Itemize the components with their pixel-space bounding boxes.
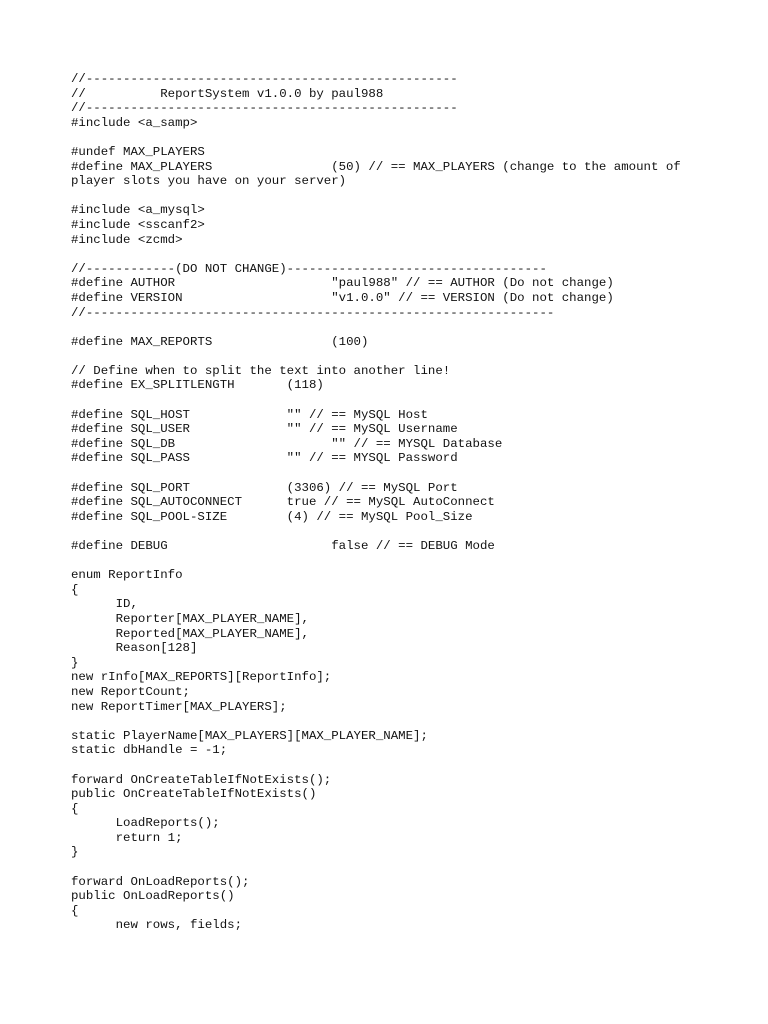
- code-line: static dbHandle = -1;: [71, 743, 228, 758]
- code-line: {: [71, 903, 79, 918]
- code-line: new rows, fields;: [71, 918, 243, 933]
- code-line: [71, 247, 711, 262]
- code-line: [71, 524, 711, 539]
- code-line: {: [71, 582, 79, 597]
- code-line: [71, 758, 711, 773]
- code-line: #define SQL_USER "" // == MySQL Username: [71, 422, 458, 437]
- code-line: #define SQL_DB "" // == MYSQL Database: [71, 436, 503, 451]
- code-line: //------------(DO NOT CHANGE)-----------------------------------: [71, 261, 547, 276]
- code-line: #define MAX_PLAYERS (50) // == MAX_PLAYERS (change to the amount of player slots you have on your server): [71, 159, 689, 189]
- code-line: //--------------------------------------------------: [71, 72, 458, 86]
- code-line: #define SQL_PASS "" // == MYSQL Password: [71, 451, 458, 466]
- code-line: #include <sscanf2>: [71, 217, 205, 232]
- code-line: #define VERSION "v1.0.0" // == VERSION (Do not change): [71, 290, 614, 305]
- code-line: [71, 130, 711, 145]
- code-line: }: [71, 845, 79, 860]
- document-page: [71, 72, 711, 933]
- code-line: public OnLoadReports(): [71, 889, 235, 904]
- code-line: #define EX_SPLITLENGTH (118): [71, 378, 324, 393]
- code-line: #include <a_samp>: [71, 115, 198, 130]
- code-line: new ReportCount;: [71, 684, 190, 699]
- code-line: static PlayerName[MAX_PLAYERS][MAX_PLAYER_NAME];: [71, 728, 428, 743]
- code-line: forward OnLoadReports();: [71, 874, 250, 889]
- code-line: #define DEBUG false // == DEBUG Mode: [71, 539, 495, 553]
- code-line: Reason[128]: [71, 641, 198, 656]
- code-line: #include <a_mysql>: [71, 203, 205, 218]
- code-line: #define SQL_HOST "" // == MySQL Host: [71, 407, 428, 422]
- code-line: {: [71, 801, 79, 816]
- code-line: LoadReports();: [71, 816, 220, 831]
- code-line: #define AUTHOR "paul988" // == AUTHOR (Do not change): [71, 276, 614, 291]
- code-line: }: [71, 655, 79, 670]
- code-line: #include <zcmd>: [71, 232, 183, 247]
- code-line: // Define when to split the text into another line!: [71, 363, 451, 378]
- code-line: [71, 554, 711, 569]
- code-line: return 1;: [71, 830, 183, 845]
- code-line: [71, 466, 711, 481]
- code-line: enum ReportInfo: [71, 568, 183, 583]
- code-line: forward OnCreateTableIfNotExists();: [71, 772, 332, 787]
- code-line: [71, 714, 711, 729]
- code-line: public OnCreateTableIfNotExists(): [71, 787, 317, 802]
- code-line: new rInfo[MAX_REPORTS][ReportInfo];: [71, 670, 332, 685]
- code-line: #define SQL_POOL-SIZE (4) // == MySQL Pool_Size: [71, 509, 473, 524]
- code-line: [71, 349, 711, 364]
- code-line: new ReportTimer[MAX_PLAYERS];: [71, 699, 287, 714]
- code-line: [71, 189, 711, 204]
- code-line: // ReportSystem v1.0.0 by paul988: [71, 86, 384, 101]
- code-line: ID,: [71, 597, 138, 612]
- code-line: [71, 320, 711, 335]
- code-line: [71, 860, 711, 875]
- code-line: Reported[MAX_PLAYER_NAME],: [71, 626, 309, 641]
- code-line: #define SQL_AUTOCONNECT true // == MySQL AutoConnect: [71, 495, 495, 510]
- code-line: #undef MAX_PLAYERS: [71, 144, 205, 159]
- code-line: [71, 393, 711, 408]
- code-line: //---------------------------------------------------------------: [71, 305, 555, 320]
- code-line: //--------------------------------------------------: [71, 101, 458, 116]
- code-line: #define MAX_REPORTS (100): [71, 334, 369, 349]
- code-line: #define SQL_PORT (3306) // == MySQL Port: [71, 480, 458, 495]
- code-line: Reporter[MAX_PLAYER_NAME],: [71, 611, 309, 626]
